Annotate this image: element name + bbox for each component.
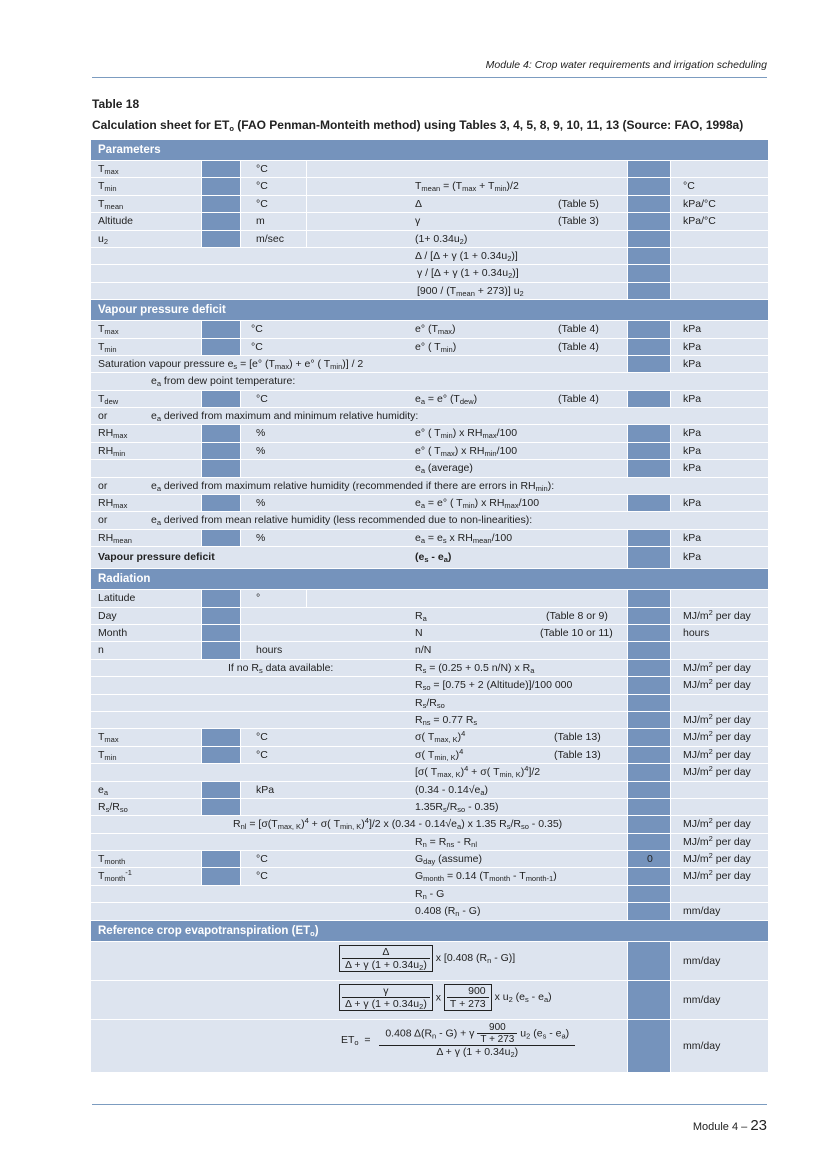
- row-latitude: Latitude °: [91, 590, 768, 607]
- row-u2: $u_2$ m/sec $(1+ 0.34u_2)$: [91, 231, 768, 248]
- row-rn-g: $R_n$ - G: [91, 886, 768, 903]
- row-rhmax: $RH_{max}$ % e° ( $T_{min}$) x $RH_{max}/100$ kPa: [91, 425, 768, 442]
- row-rs-rso: $R_s/R_{so}$: [91, 695, 768, 712]
- row-gamma-term: γ / [Δ + γ $(1 + 0.34u_2)$]: [91, 265, 768, 282]
- row-altitude: Altitude m γ (Table 3) kPa/°C: [91, 213, 768, 230]
- formula-tmean: $T_{mean} = (T_{max} + T_{min})/2$: [415, 180, 519, 194]
- row-ea-maxmin-note: or $e_a$ derived from maximum and minimum relative humidity:: [91, 408, 768, 425]
- row-ea-rad: $e_a$ kPa $(0.34 - 0.14√e_a)$: [91, 782, 768, 799]
- formula-aero-term: $\frac{\gamma}{\Delta + \gamma (1 + 0.34u_2)}$ x $\frac{900}{T + 273}$ x $u_2$ $(e_s - e_a)$: [339, 984, 552, 1011]
- row-0408: 0.408 $(R_n - G)$ mm/day: [91, 903, 768, 920]
- section-vapour: Vapour pressure deficit: [91, 300, 768, 321]
- section-radiation: Radiation: [91, 569, 768, 590]
- row-vpd: Vapour pressure deficit $(e_s - e_a)$ kPa: [91, 547, 768, 569]
- input-cell[interactable]: [202, 161, 240, 177]
- gday-value: 0: [647, 853, 653, 866]
- row-rad-tmin: $T_{min}$ °C σ( $T_{min, K})^4$ (Table 13) $MJ/m^2$ per day: [91, 747, 768, 764]
- row-rhmin: $RH_{min}$ % e° ( $T_{max}$) x $RH_{min}/100$ kPa: [91, 443, 768, 460]
- row-rad-tmax: $T_{max}$ °C σ( $T_{max, K})^4$ (Table 13) $MJ/m^2$ per day: [91, 729, 768, 746]
- row-sigma-avg: [σ( $T_{max, K})^4 + \sigma$( $T_{min, K})^4]/2$ $MJ/m^2$ per day: [91, 764, 768, 781]
- footer-rule: [92, 1104, 767, 1105]
- row-900-term: $[900 / (T_{mean} + 273)]$ $u_2$: [91, 283, 768, 300]
- label-tmax: $T_{max}$: [98, 163, 119, 176]
- row-month: Month N (Table 10 or 11) hours: [91, 625, 768, 642]
- row-vp-tmax: $T_{max}$ °C e° $(T_{max})$ (Table 4) kPa: [91, 321, 768, 338]
- calculation-sheet: [91, 140, 768, 1073]
- row-tmax: $T_{max}$ °C: [91, 161, 768, 178]
- row-ea-mean-note: or $e_a$ derived from mean relative humidity (less recommended due to non-linearities):: [91, 512, 768, 529]
- section-reference: Reference crop evapotranspiration $(ET_o)$: [91, 921, 768, 942]
- row-ea-max-note: or $e_a$ derived from maximum relative humidity (recommended if there are errors in $RH_{min}$):: [91, 478, 768, 495]
- row-rns: $R_{ns} = 0.77$ $R_s$ $MJ/m^2$ per day: [91, 712, 768, 729]
- row-delta-term: Δ / [Δ + γ $(1 + 0.34u_2)$]: [91, 248, 768, 265]
- table-label: Table 18: [92, 97, 140, 111]
- row-et-term2: $\frac{\gamma}{\Delta + \gamma (1 + 0.34u_2)}$ x $\frac{900}{T + 273}$ x $u_2$ $(e_s - e_a)$ mm/day: [91, 981, 768, 1020]
- page-footer: Module 4 – 23: [692, 1117, 767, 1134]
- section-parameters: Parameters: [91, 140, 768, 161]
- running-header: Module 4: Crop water requirements and irrigation scheduling: [485, 59, 767, 71]
- header-rule: [92, 77, 767, 78]
- row-es: Saturation vapour pressure $e_s = [e^\circ$ $(T_{max}) + e^\circ$ ( $T_{min})] / 2$ kPa: [91, 356, 768, 373]
- row-ea-dew-note: $e_a$ from dew point temperature:: [91, 373, 768, 390]
- row-rnl: $R_{nl} = [\sigma(T_{max, K})^4 + \sigma$( $T_{min, K})^4]/2$ x $(0.34 - 0.14√e_a)$ x 1.35 $R_s/R_{so} - 0.35$) $MJ/m^2$ per day: [91, 816, 768, 833]
- row-day: Day $R_a$ (Table 8 or 9) $MJ/m^2$ per day: [91, 608, 768, 625]
- row-ea-average: $e_a$ (average) kPa: [91, 460, 768, 477]
- row-vp-tmin: $T_{min}$ °C e° ( $T_{min}$) (Table 4) kPa: [91, 339, 768, 356]
- table-caption: Calculation sheet for $ET_o$ (FAO Penman-Monteith method) using Tables 3, 4, 5, 8, 9, 10, 11, 13 (Source: FAO, 1998a): [92, 118, 744, 133]
- row-rs-rso-input: $R_s/R_{so}$ $1.35R_s/R_{so} - 0.35$): [91, 799, 768, 816]
- row-tmin: $T_{min}$ °C $T_{mean} = (T_{max} + T_{min})/2$ °C: [91, 178, 768, 195]
- row-n: n hours n/N: [91, 642, 768, 659]
- row-eto: $ET_o$ = 0.408 $\Delta(R_n - G) + \gamma$ $\frac{900}{T + 273}$ $u_2$ $(e_s - e_a)$ Δ + γ $(1 + 0.34u_2)$ mm/day: [91, 1020, 768, 1073]
- row-rhmean: $RH_{mean}$ % $e_a = e_s$ x $RH_{mean}/100$ kPa: [91, 530, 768, 547]
- result-cell[interactable]: [628, 161, 670, 177]
- formula-radiation-term: $\frac{\Delta}{\Delta + \gamma (1 + 0.34u_2)}$ x [0.408 $(R_n - G)$]: [339, 945, 515, 972]
- row-rso: $R_{so} = [0.75 + 2$ (Altitude)]/100 000 $MJ/m^2$ per day: [91, 677, 768, 694]
- formula-eto: $ET_o$ = 0.408 $\Delta(R_n - G) + \gamma$ $\frac{900}{T + 273}$ $u_2$ $(e_s - e_a)$ Δ + γ $(1 + 0.34u_2)$: [341, 1022, 575, 1058]
- row-tdew: $T_{dew}$ °C $e_a = e^\circ$ $(T_{dew})$ (Table 4) kPa: [91, 391, 768, 408]
- row-et-term1: $\frac{\Delta}{\Delta + \gamma (1 + 0.34u_2)}$ x [0.408 $(R_n - G)$] mm/day: [91, 942, 768, 981]
- row-tmean: $T_{mean}$ °C Δ (Table 5) kPa/°C: [91, 196, 768, 213]
- row-tmonth-1: $T_{month}^{-1}$ °C $G_{month} = 0.14$ $(T_{month} - T_{month-1})$ $MJ/m^2$ per day: [91, 868, 768, 885]
- row-rhmax-2: $RH_{max}$ % $e_a = e^\circ$ ( $T_{min}$) x $RH_{max}/100$ kPa: [91, 495, 768, 512]
- row-tmonth: $T_{month}$ °C $G_{day}$ (assume) 0 $MJ/m^2$ per day: [91, 851, 768, 868]
- row-rn: $R_n = R_{ns} - R_{nl}$ $MJ/m^2$ per day: [91, 834, 768, 851]
- row-rs: If no $R_s$ data available: $R_s = (0.25 + 0.5$ n/N) x $R_a$ $MJ/m^2$ per day: [91, 660, 768, 677]
